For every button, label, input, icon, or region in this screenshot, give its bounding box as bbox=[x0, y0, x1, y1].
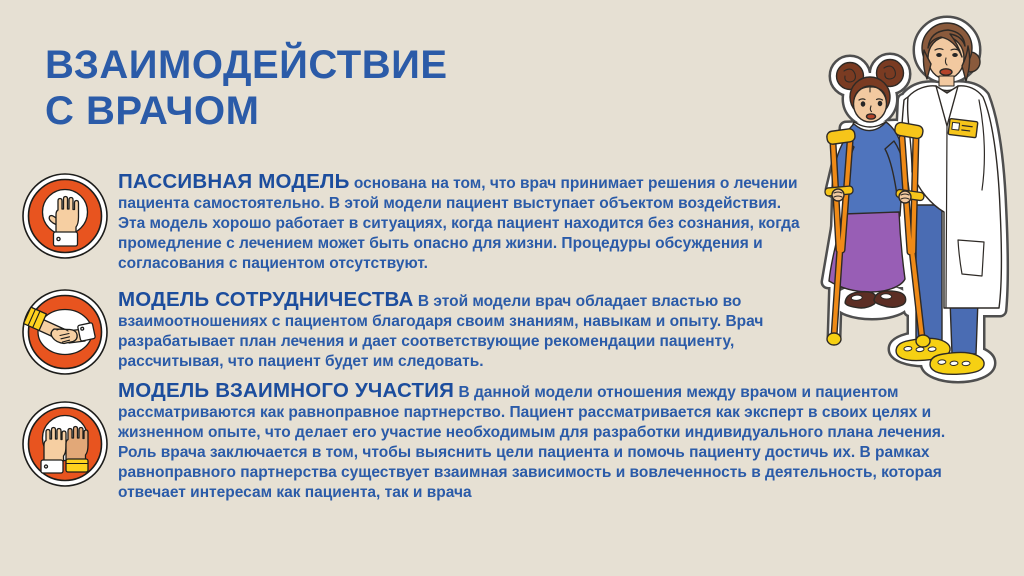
section-heading: МОДЕЛЬ ВЗАИМНОГО УЧАСТИЯ bbox=[118, 379, 455, 402]
palm-stop-icon bbox=[20, 171, 110, 261]
section-body: В данной модели отношения между врачом и пациентом рассматриваются как равноправное партнерство. Пациент рассматривается как эксперт в своих целях и жизненном опыте, что делает его участие необходимым для разработки индивидуального плана лечения. Роль врача заключается в том, чтобы выяснить цели пациента и помочь пациенту достичь их. В рамках равноправного партнерства существует взаимная зависимость и вовлеченность в деятельность, которая отвечает интересам как пациента, так и врача bbox=[118, 384, 946, 501]
section-cooperation-model bbox=[118, 290, 810, 372]
section-passive-model bbox=[118, 172, 810, 274]
section-heading: ПАССИВНАЯ МОДЕЛЬ bbox=[118, 170, 350, 193]
page-title bbox=[45, 42, 448, 134]
section-mutual-participation-model bbox=[118, 381, 972, 503]
handshake-icon bbox=[20, 287, 110, 377]
doctor-badge bbox=[948, 118, 978, 137]
title-line2: С ВРАЧОМ bbox=[45, 89, 260, 133]
raised-hands-icon bbox=[20, 399, 110, 489]
title-line1: ВЗАИМОДЕЙСТВИЕ bbox=[45, 43, 448, 87]
section-body: В этой модели врач обладает властью во взаимоотношениях с пациентом благодаря своим знаниям, навыкам и опыту. Врач разрабатывает план лечения и дает соответствующие рекомендации пациенту, рассчитывая, что пациент будет им следовать. bbox=[118, 293, 764, 370]
section-body: основана на том, что врач принимает решения о лечении пациента самостоятельно. В этой модели пациент выступает объектом воздействия. Эта модель хорошо работает в ситуациях, когда пациент находится без сознания, когда промедление с лечением может быть опасно для жизни. Процедуры обсуждения и согласования с пациентом отсутствуют. bbox=[118, 175, 800, 272]
section-heading: МОДЕЛЬ СОТРУДНИЧЕСТВА bbox=[118, 288, 414, 311]
doctor-and-girl-illustration bbox=[812, 0, 1022, 392]
